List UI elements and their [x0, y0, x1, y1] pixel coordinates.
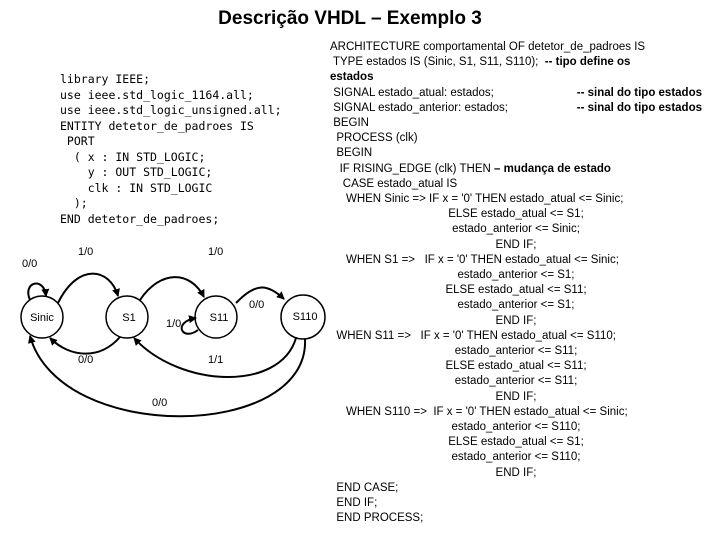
- architecture-code-line: [330, 344, 702, 359]
- architecture-code-line: [330, 466, 702, 481]
- code-text: ELSE estado_atual <= S11;: [445, 284, 587, 297]
- code-text: WHEN S110 => IF x = '0' THEN estado_atual <= Sinic;: [330, 405, 628, 418]
- architecture-code-line: [330, 450, 702, 465]
- architecture-code-line: [330, 435, 702, 450]
- code-text: ARCHITECTURE comportamental OF detetor_de_padroes IS: [330, 41, 646, 53]
- architecture-code-line: [330, 238, 702, 253]
- label-s1-to-s11: 1/0: [208, 246, 224, 258]
- entity-code-line: ( x : IN STD_LOGIC;: [60, 149, 206, 164]
- architecture-code-line: [330, 511, 702, 526]
- code-text: END IF;: [495, 314, 537, 327]
- code-text: END PROCESS;: [330, 512, 424, 525]
- architecture-code-line: [330, 146, 702, 161]
- code-text: END IF;: [495, 238, 537, 251]
- code-text: estado_anterior <= S1;: [457, 269, 575, 282]
- architecture-code-line: [330, 496, 702, 511]
- code-text: ELSE estado_atual <= S1;: [448, 208, 584, 221]
- code-text: estado_anterior <= S110;: [451, 421, 581, 434]
- code-text: END CASE;: [330, 481, 399, 494]
- code-comment: -- sinal do tipo estados: [576, 86, 702, 99]
- architecture-code-line: [330, 268, 702, 283]
- label-s110-to-s1: 1/1: [208, 354, 224, 366]
- architecture-code-line: [330, 116, 702, 131]
- entity-code-line: use ieee.std_logic_1164.all;: [60, 87, 254, 102]
- state-s11-label: S11: [209, 312, 229, 324]
- state-diagram: [0, 0, 330, 540]
- transition-sinic-to-s1: [58, 274, 118, 303]
- code-text: PROCESS (clk): [330, 132, 418, 145]
- architecture-code-line: [330, 192, 702, 207]
- architecture-code-line: [330, 298, 702, 313]
- entity-code-line: y : OUT STD_LOGIC;: [60, 165, 213, 179]
- architecture-code-line: [330, 222, 702, 237]
- code-text: IF RISING_EDGE (clk) THEN: [330, 162, 494, 175]
- slide-title: Descrição VHDL – Exemplo 3: [218, 8, 482, 29]
- code-comment: estados: [330, 71, 374, 84]
- label-sinic-self: 0/0: [22, 258, 38, 270]
- entity-code-line: END detetor_de_padroes;: [60, 211, 220, 226]
- label-s1-to-sinic: 0/0: [78, 354, 94, 366]
- entity-code-line: PORT: [60, 134, 95, 148]
- code-text: WHEN S11 => IF x = '0' THEN estado_atual <= S110;: [330, 329, 616, 342]
- code-text: BEGIN: [330, 117, 369, 130]
- code-text: WHEN S1 => IF x = '0' THEN estado_atual <= Sinic;: [330, 253, 619, 266]
- code-text: CASE estado_atual IS: [330, 177, 458, 190]
- architecture-code-line: [330, 481, 702, 496]
- label-sinic-to-s1: 1/0: [78, 246, 94, 258]
- architecture-code-line: [330, 314, 702, 329]
- code-text: END IF;: [495, 466, 537, 479]
- architecture-code-line: [330, 253, 702, 268]
- architecture-code-line: [330, 131, 702, 146]
- architecture-code-block: [330, 40, 702, 527]
- label-s11-self: 1/0: [166, 318, 182, 330]
- code-text: estado_anterior <= S11;: [454, 375, 578, 388]
- entity-code-line: library IEEE;: [60, 72, 151, 86]
- code-text: TYPE estados IS (Sinic, S1, S11, S110);: [330, 56, 545, 69]
- code-text: WHEN Sinic => IF x = '0' THEN estado_atual <= Sinic;: [330, 193, 624, 206]
- label-s110-to-sinic: 0/0: [152, 397, 168, 409]
- architecture-code-line: [330, 420, 702, 435]
- transition-sinic-self: [28, 284, 46, 300]
- architecture-code-line: [330, 70, 702, 85]
- code-text: SIGNAL estado_anterior: estados;: [330, 101, 508, 114]
- architecture-code-line: [330, 390, 702, 405]
- entity-code-line: );: [60, 196, 88, 210]
- code-text: estado_anterior <= S11;: [454, 345, 578, 358]
- architecture-code-line: [330, 374, 702, 389]
- architecture-code-line: [330, 86, 702, 101]
- code-text: END IF;: [330, 497, 378, 510]
- code-comment: -- tipo define os: [544, 56, 631, 69]
- architecture-code-line: [330, 359, 702, 374]
- architecture-code-line: [330, 55, 702, 70]
- entity-code-line: ENTITY detetor_de_padroes IS: [60, 118, 254, 133]
- code-text: END IF;: [495, 390, 537, 403]
- label-s11-to-s110: 0/0: [249, 299, 265, 311]
- code-text: ELSE estado_atual <= S1;: [448, 436, 584, 449]
- code-text: SIGNAL estado_atual: estados;: [330, 86, 494, 99]
- entity-code-line: use ieee.std_logic_unsigned.all;: [60, 103, 282, 117]
- architecture-code-line: [330, 405, 702, 420]
- architecture-code-line: [330, 329, 702, 344]
- state-s110-label: S110: [292, 311, 318, 323]
- architecture-code-line: [330, 40, 702, 55]
- code-text: estado_anterior <= S1;: [457, 299, 575, 312]
- transition-s110-to-sinic: [30, 336, 305, 416]
- code-text: estado_anterior <= Sinic;: [452, 223, 580, 236]
- architecture-code-line: [330, 283, 702, 298]
- transition-s1-to-s11: [140, 277, 204, 300]
- code-text: estado_anterior <= S110;: [451, 451, 581, 464]
- state-s1-label: S1: [122, 312, 136, 324]
- code-text: ELSE estado_atual <= S11;: [445, 360, 587, 373]
- code-text: BEGIN: [330, 147, 373, 160]
- architecture-code-line: [330, 207, 702, 222]
- code-comment: – mudança de estado: [494, 162, 611, 175]
- entity-code-line: clk : IN STD_LOGIC: [60, 180, 213, 195]
- state-sinic-label: Sinic: [30, 312, 54, 324]
- architecture-code-line: [330, 101, 702, 116]
- architecture-code-line: [330, 162, 702, 177]
- code-comment: -- sinal do tipo estados: [576, 101, 702, 114]
- architecture-code-line: [330, 177, 702, 192]
- transition-s1-to-sinic: [50, 337, 120, 354]
